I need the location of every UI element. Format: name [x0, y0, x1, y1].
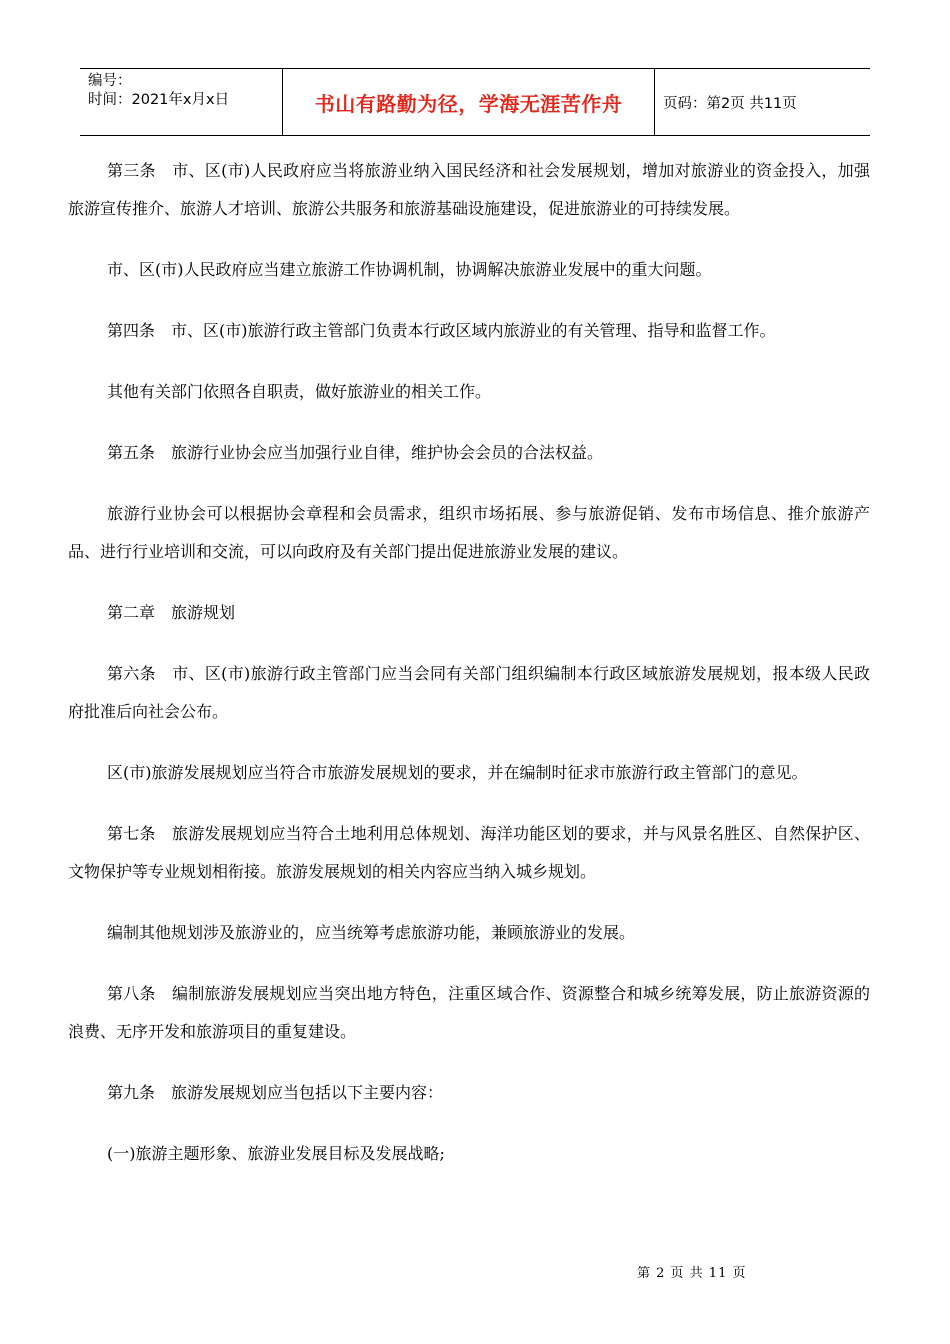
paragraph: 旅游行业协会可以根据协会章程和会员需求，组织市场拓展、参与旅游促销、发布市场信息、推介旅游产品、进行行业培训和交流，可以向政府及有关部门提出促进旅游业发展的建议。: [68, 504, 870, 561]
page-header: [80, 68, 870, 136]
paragraph-article-6: 第六条 市、区(市)旅游行政主管部门应当会同有关部门组织编制本行政区域旅游发展规划，报本级人民政府批准后向社会公布。: [68, 664, 870, 721]
paragraph-article-4: 第四条 市、区(市)旅游行政主管部门负责本行政区域内旅游业的有关管理、指导和监督工作。: [107, 321, 776, 340]
date-label: 时间：2021年x月x日: [88, 92, 230, 108]
paragraph-article-3: 第三条 市、区(市)人民政府应当将旅游业纳入国民经济和社会发展规划，增加对旅游业的资金投入，加强旅游宣传推介、旅游人才培训、旅游公共服务和旅游基础设施建设，促进旅游业的可持续发展。: [68, 161, 870, 218]
paragraph-article-9: 第九条 旅游发展规划应当包括以下主要内容：: [107, 1083, 444, 1102]
serial-number-label: 编号：: [88, 73, 132, 89]
paragraph: 其他有关部门依照各自职责，做好旅游业的相关工作。: [107, 382, 492, 401]
list-item: (一)旅游主题形象、旅游业发展目标及发展战略;: [107, 1144, 445, 1163]
document-body: [68, 152, 870, 1196]
header-motto: 书山有路勤为径，学海无涯苦作舟: [282, 69, 655, 135]
paragraph: 编制其他规划涉及旅游业的，应当统筹考虑旅游功能，兼顾旅游业的发展。: [107, 923, 636, 942]
paragraph: 区(市)旅游发展规划应当符合市旅游发展规划的要求，并在编制时征求市旅游行政主管部门的意见。: [107, 763, 808, 782]
header-meta: [80, 69, 282, 135]
header-page-info: 页码：第2页 共11页: [663, 95, 797, 112]
paragraph-article-8: 第八条 编制旅游发展规划应当突出地方特色，注重区域合作、资源整合和城乡统筹发展，防止旅游资源的浪费、无序开发和旅游项目的重复建设。: [68, 984, 870, 1041]
paragraph-article-5: 第五条 旅游行业协会应当加强行业自律，维护协会会员的合法权益。: [107, 443, 604, 462]
paragraph-article-7: 第七条 旅游发展规划应当符合土地利用总体规划、海洋功能区划的要求，并与风景名胜区、自然保护区、文物保护等专业规划相衔接。旅游发展规划的相关内容应当纳入城乡规划。: [68, 824, 870, 881]
page-footer-number: 第 2 页 共 11 页: [637, 1266, 747, 1281]
chapter-heading: 第二章 旅游规划: [107, 603, 236, 622]
paragraph: 市、区(市)人民政府应当建立旅游工作协调机制，协调解决旅游业发展中的重大问题。: [107, 260, 712, 279]
